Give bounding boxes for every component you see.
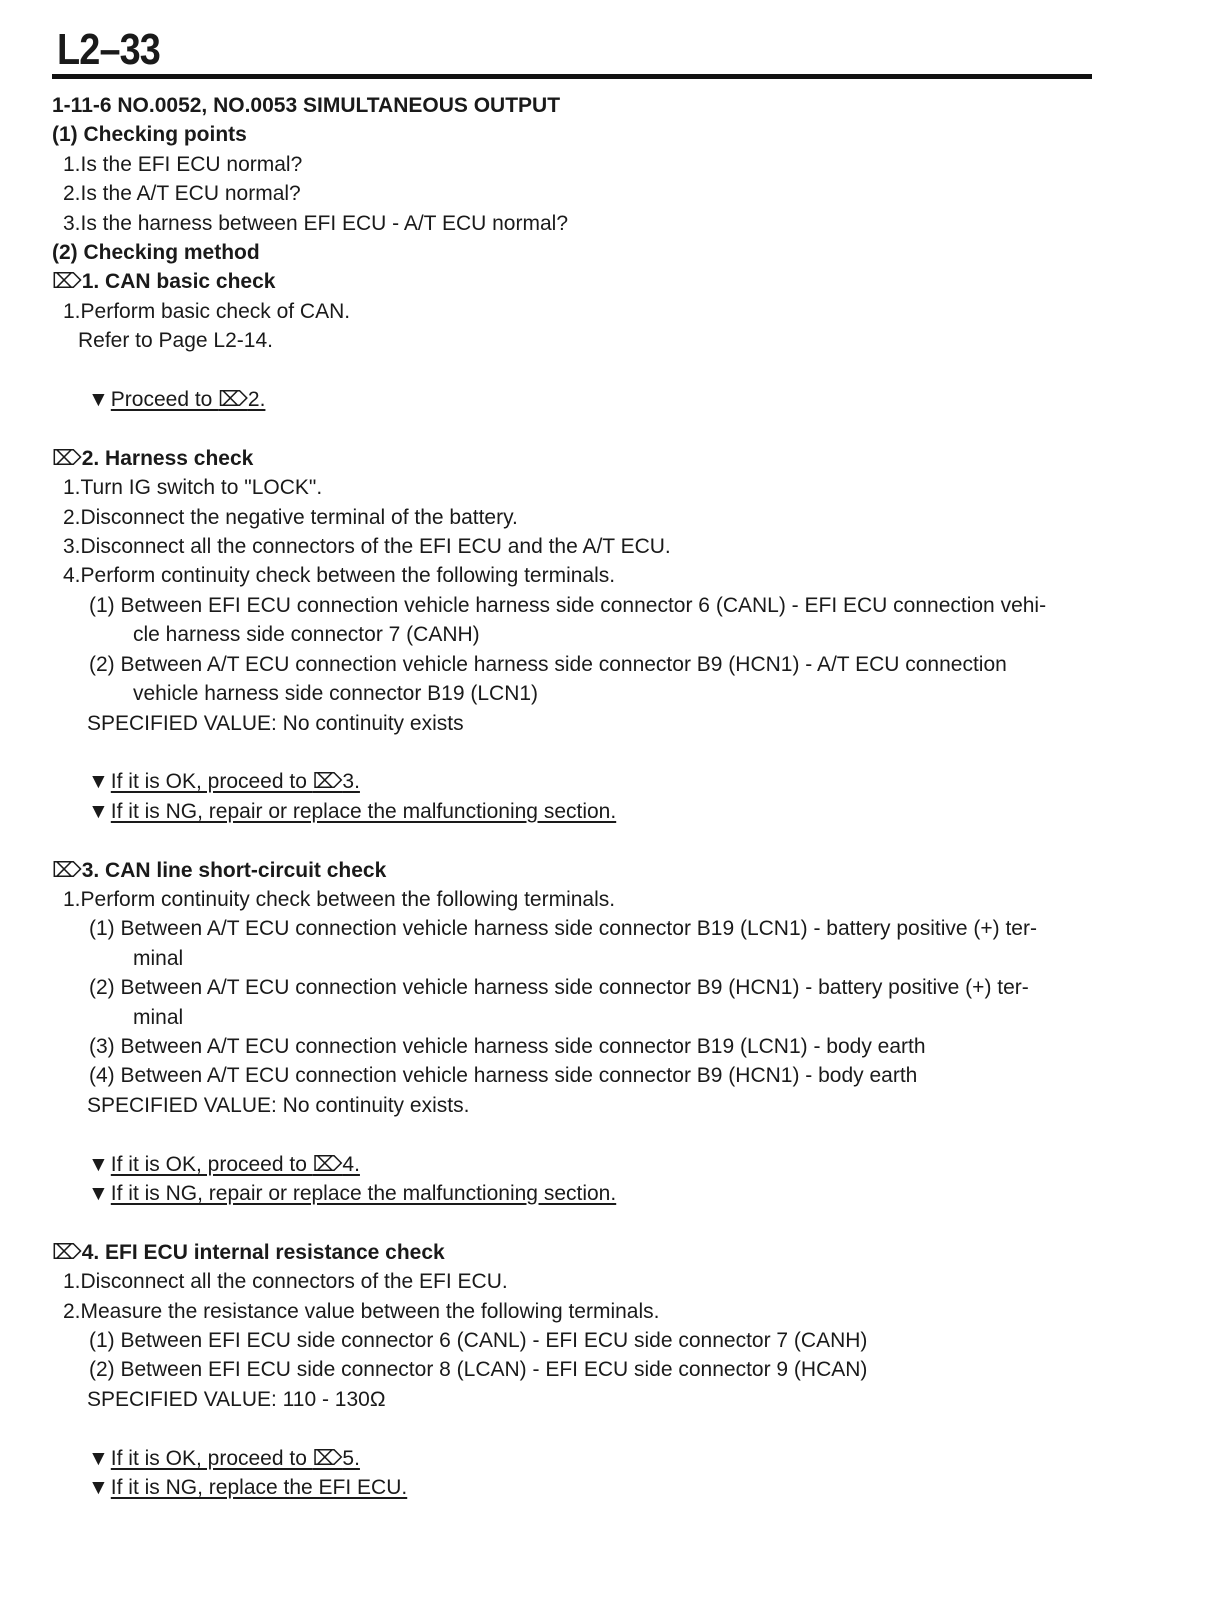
step-3-ok xyxy=(52,1150,1104,1179)
step-4-ok xyxy=(52,1444,1104,1473)
step-3-sub-4: (4) Between A/T ECU connection vehicle harness side connector B9 (HCN1) - body earth xyxy=(89,1064,918,1088)
step-2-sub-1-cont: cle harness side connector 7 (CANH) xyxy=(133,623,480,647)
step-2-sub-1: (1) Between EFI ECU connection vehicle harness side connector 6 (CANL) - EFI ECU connection vehi- xyxy=(89,593,1047,617)
step-2-item-1: 1.Turn IG switch to "LOCK". xyxy=(63,476,323,500)
section-title: 1-11-6 NO.0052, NO.0053 SIMULTANEOUS OUTPUT xyxy=(52,94,561,117)
step-2-spec: SPECIFIED VALUE: No continuity exists xyxy=(87,711,464,735)
step-3-sub-1: (1) Between A/T ECU connection vehicle harness side connector B19 (LCN1) - battery positive (+) ter- xyxy=(89,917,1037,941)
step-1-reference: Refer to Page L2-14. xyxy=(78,329,273,353)
step-2-ng xyxy=(52,797,1104,826)
ok-proceed-link[interactable]: If it is OK, proceed to ⌦4. xyxy=(110,1151,360,1176)
step-3-sub-2-cont: minal xyxy=(133,1005,184,1029)
header-rule xyxy=(52,74,1092,79)
down-triangle-icon: ▼ xyxy=(88,388,109,412)
step-2-sub-2-cont: vehicle harness side connector B19 (LCN1) xyxy=(133,682,539,706)
step-4-item-1: 1.Disconnect all the connectors of the EFI ECU. xyxy=(63,1270,508,1294)
step-4-sub-1: (1) Between EFI ECU side connector 6 (CANL) - EFI ECU side connector 7 (CANH) xyxy=(89,1328,868,1352)
step-3-sub-2: (2) Between A/T ECU connection vehicle harness side connector B9 (HCN1) - battery positive (+) ter- xyxy=(89,976,1029,1000)
proceed-link[interactable]: Proceed to ⌦2. xyxy=(110,387,266,412)
step-2-sub-2: (2) Between A/T ECU connection vehicle harness side connector B9 (HCN1) - A/T ECU connection xyxy=(89,652,1007,676)
checking-point-2: 2.Is the A/T ECU normal? xyxy=(63,182,301,206)
down-triangle-icon: ▼ xyxy=(88,1152,109,1176)
step-arrow-icon: ⌦ xyxy=(52,445,82,470)
step-2-heading: ⌦2. Harness check xyxy=(52,445,254,470)
step-4-spec: SPECIFIED VALUE: 110 - 130Ω xyxy=(87,1387,386,1411)
step-4-item-2: 2.Measure the resistance value between the following terminals. xyxy=(63,1299,660,1323)
step-arrow-icon: ⌦ xyxy=(312,1151,343,1176)
step-arrow-icon: ⌦ xyxy=(52,1239,82,1264)
ok-proceed-link[interactable]: If it is OK, proceed to ⌦5. xyxy=(110,1445,360,1470)
checking-point-1: 1.Is the EFI ECU normal? xyxy=(63,152,303,176)
step-1-heading: ⌦1. CAN basic check xyxy=(52,269,276,294)
step-4-heading: ⌦4. EFI ECU internal resistance check xyxy=(52,1239,445,1264)
step-arrow-icon: ⌦ xyxy=(312,1445,343,1470)
step-3-sub-1-cont: minal xyxy=(133,946,184,970)
step-1-result xyxy=(52,385,1104,414)
step-3-spec: SPECIFIED VALUE: No continuity exists. xyxy=(87,1093,470,1117)
ng-repair-link[interactable]: If it is NG, repair or replace the malfunctioning section. xyxy=(110,799,617,823)
step-3-ng xyxy=(52,1179,1104,1208)
step-2-item-4: 4.Perform continuity check between the following terminals. xyxy=(63,564,616,588)
step-2-item-2: 2.Disconnect the negative terminal of the battery. xyxy=(63,505,518,529)
step-2-ok xyxy=(52,767,1104,796)
step-3-item-1: 1.Perform continuity check between the following terminals. xyxy=(63,887,616,911)
step-3-sub-3: (3) Between A/T ECU connection vehicle harness side connector B19 (LCN1) - body earth xyxy=(89,1034,926,1058)
down-triangle-icon: ▼ xyxy=(88,1475,109,1499)
step-2-item-3: 3.Disconnect all the connectors of the EFI ECU and the A/T ECU. xyxy=(63,535,671,559)
ng-repair-link[interactable]: If it is NG, repair or replace the malfunctioning section. xyxy=(110,1181,617,1205)
checking-point-3: 3.Is the harness between EFI ECU - A/T ECU normal? xyxy=(63,211,568,235)
step-arrow-icon: ⌦ xyxy=(312,769,343,794)
step-4-ng xyxy=(52,1473,1104,1502)
down-triangle-icon: ▼ xyxy=(88,1181,109,1205)
step-arrow-icon: ⌦ xyxy=(52,269,82,294)
step-3-heading: ⌦3. CAN line short-circuit check xyxy=(52,857,387,882)
step-arrow-icon: ⌦ xyxy=(218,387,248,412)
ng-replace-link[interactable]: If it is NG, replace the EFI ECU. xyxy=(110,1475,408,1499)
down-triangle-icon: ▼ xyxy=(88,1446,109,1470)
step-4-sub-2: (2) Between EFI ECU side connector 8 (LCAN) - EFI ECU side connector 9 (HCAN) xyxy=(89,1358,868,1382)
down-triangle-icon: ▼ xyxy=(88,799,109,823)
document-body xyxy=(52,91,1104,1502)
down-triangle-icon: ▼ xyxy=(88,770,109,794)
page-number: L2–33 xyxy=(57,25,160,74)
checking-method-heading: (2) Checking method xyxy=(52,241,260,265)
ok-proceed-link[interactable]: If it is OK, proceed to ⌦3. xyxy=(110,769,360,794)
step-1-item-1: 1.Perform basic check of CAN. xyxy=(63,299,351,323)
checking-points-heading: (1) Checking points xyxy=(52,123,247,147)
step-arrow-icon: ⌦ xyxy=(52,857,82,882)
